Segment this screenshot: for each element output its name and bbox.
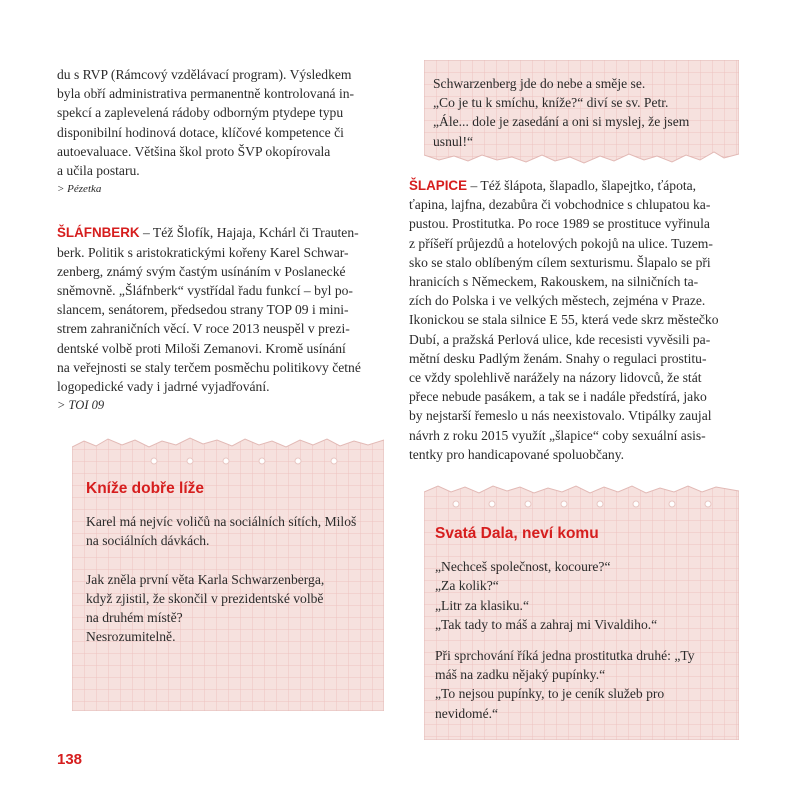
- note-line: na sociálních dávkách.: [86, 533, 210, 549]
- entry-headword: ŠLAPICE: [409, 178, 468, 193]
- joke-note: [72, 437, 384, 711]
- note-title: Kníže dobře líže: [86, 480, 204, 497]
- left-column: [57, 65, 384, 415]
- intro-line: a učila postaru.: [57, 163, 140, 179]
- note-line: „Za kolik?“: [435, 578, 499, 594]
- entry-line: návrh z roku 2015 využít „šlapice“ coby sexuální asis-: [409, 427, 706, 443]
- entry-line: mětní desku Padlým ženám. Snahy o regulaci prostitu-: [409, 350, 707, 366]
- note-line: nevidomé.“: [435, 705, 499, 721]
- note-title: Svatá Dala, neví komu: [435, 525, 599, 542]
- note-line: usnul!“: [433, 133, 474, 149]
- cross-reference: > TOI 09: [57, 398, 105, 413]
- entry-line: dentské volbě proti Miloši Zemanovi. Kromě usínání: [57, 340, 346, 356]
- note-line: Při sprchování říká jedna prostitutka druhé: „Ty: [435, 648, 695, 664]
- entry-line: strem zahraničních věcí. V roce 2013 neuspěl v prezi-: [57, 321, 350, 337]
- entry-line: zenberg, známý svým častým usínáním v Poslanecké: [57, 263, 346, 279]
- note-line: když zjistil, že skončil v prezidentské volbě: [86, 590, 324, 606]
- entry-line: ťapina, lajfna, dezabůra či vobchodnice s chlupatou ka-: [409, 197, 711, 213]
- intro-line: byla obří administrativa permanentně kontrolovaná in-: [57, 86, 355, 102]
- right-column: [409, 176, 743, 464]
- note-line: „Co je tu k smíchu, kníže?“ diví se sv. Petr.: [433, 95, 669, 111]
- note-line: „To nejsou pupínky, to je ceník služeb pro: [435, 686, 665, 702]
- page-number: 138: [57, 751, 83, 768]
- entry-line: pustou. Prostitutka. Po roce 1989 se prostituce vyřinula: [409, 216, 710, 232]
- entry-line: slancem, senátorem, předsedou strany TOP 09 i mini-: [57, 302, 349, 318]
- entry-headword: ŠLÁFNBERK: [57, 225, 140, 241]
- note-line: Schwarzenberg jde do nebe a směje se.: [433, 76, 646, 91]
- intro-line: disponibilní hodinová dotace, klíčové kompetence či: [57, 124, 344, 140]
- entry-line: přece nebude pasákem, a tak se i nadále předstírá, jako: [409, 389, 707, 405]
- entry-line: na veřejnosti se staly terčem posměchu politikovy četné: [57, 359, 361, 375]
- intro-line: spekcí a zaplevelená rádoby odborným ptydepe typu: [57, 105, 344, 121]
- note-line: „Litr za klasiku.“: [435, 597, 529, 613]
- note-line: Jak zněla první věta Karla Schwarzenberga,: [86, 571, 325, 587]
- entry-line: zích do Polska i ve velkých městech, zejména v Praze.: [409, 293, 706, 309]
- note-line: na druhém místě?: [86, 610, 183, 626]
- entry-line: [409, 176, 743, 195]
- intro-line: du s RVP (Rámcový vzdělávací program). Výsledkem: [57, 67, 352, 82]
- note-line: máš na zadku nějaký pupínky.“: [435, 667, 606, 683]
- entry-line: sko se stalo oblíbeným cílem sexturismu. Šlapalo se při: [409, 254, 711, 270]
- entry-line: hranicích s Německem, Rakouskem, na silničních ta-: [409, 274, 699, 290]
- entry-line: tentky pro handicapované spoluobčany.: [409, 446, 625, 462]
- entry-text: – Též šlápota, šlapadlo, šlapejtko, ťápota,: [467, 178, 697, 193]
- entry-line: by nejstarší řemeslo u nás neexistovalo. Vtipálky zaujal: [409, 408, 712, 424]
- note-line: „Tak tady to máš a zahraj mi Vivaldiho.“: [435, 616, 658, 632]
- entry-line: ce vždy spolehlivě narážely na názory lidovců, že stát: [409, 370, 702, 386]
- entry-text: – Též Šlofík, Hajaja, Kchárl či Trauten-: [139, 225, 359, 241]
- entry-line: berk. Politik s aristokratickými kořeny Karel Schwar-: [57, 244, 349, 260]
- entry-line: sněmovně. „Šláfnberk“ vystřídal řadu funkcí – byl po-: [57, 283, 353, 299]
- note-line: Karel má nejvíc voličů na sociálních sítích, Miloš: [86, 514, 357, 530]
- note-line: „Nechceš společnost, kocoure?“: [435, 559, 611, 575]
- entry-line: [57, 223, 384, 242]
- entry-line: Dubí, a pražská Perlová ulice, kde recesisti vyvěsili pa-: [409, 331, 711, 347]
- intro-line: autoevaluace. Většina škol proto ŠVP okopírovala: [57, 143, 331, 159]
- joke-note: [424, 60, 739, 168]
- entry-line: z příšeří průjezdů a hotelových pokojů na ulice. Tuzem-: [409, 235, 713, 251]
- entry-line: logopedické vady i jadrné vyjadřování.: [57, 379, 270, 395]
- note-line: „Ále... dole je zasedání a oni si myslej, že jsem: [433, 114, 690, 130]
- entry-line: Ikonickou se stala silnice E 55, která vede skrz městečko: [409, 312, 719, 328]
- joke-note: [424, 484, 739, 740]
- cross-reference: > Pézetka: [57, 183, 102, 196]
- note-line: Nesrozumitelně.: [86, 629, 176, 645]
